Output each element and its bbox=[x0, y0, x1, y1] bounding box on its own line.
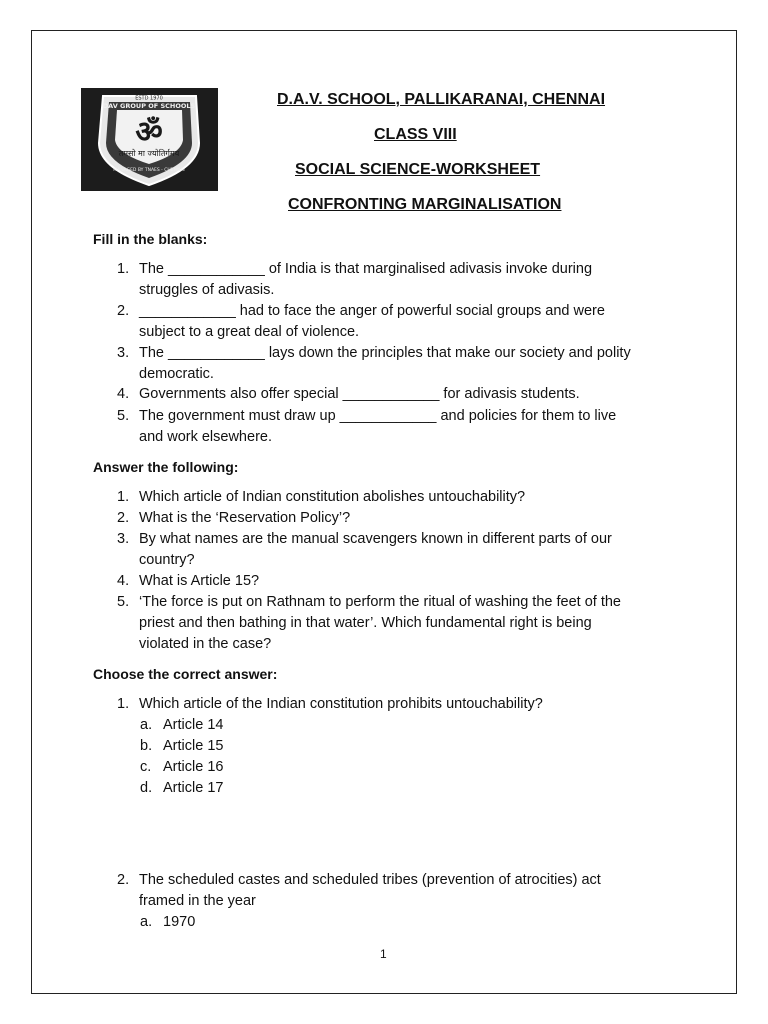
fill-question-5-line-1: The government must draw up ____________ and policies for them to live bbox=[139, 408, 617, 424]
answer-question-4-line-1: What is Article 15? bbox=[139, 573, 260, 589]
question-number: 1. bbox=[117, 261, 130, 277]
class-title: CLASS VIII bbox=[374, 126, 457, 143]
option-letter: a. bbox=[140, 717, 153, 733]
question-number: 4. bbox=[117, 573, 130, 589]
om-symbol-icon: ॐ bbox=[135, 115, 163, 150]
question-number: 3. bbox=[117, 345, 130, 361]
question-number: 1. bbox=[117, 489, 130, 505]
school-name: D.A.V. SCHOOL, PALLIKARANAI, CHENNAI bbox=[277, 91, 606, 108]
question-number: 4. bbox=[117, 386, 130, 402]
option-text: Article 17 bbox=[163, 780, 224, 796]
fill-question-3-line-1: The ____________ lays down the principles that make our society and polity bbox=[139, 345, 631, 361]
svg-text:DAV GROUP OF SCHOOLS: DAV GROUP OF SCHOOLS bbox=[102, 102, 196, 110]
page-number: 1 bbox=[380, 947, 387, 961]
answer-question-5-line-3: violated in the case? bbox=[139, 636, 272, 652]
option-text: 1970 bbox=[163, 914, 196, 930]
topic-title: CONFRONTING MARGINALISATION bbox=[288, 196, 562, 213]
section-answer-the-following: Answer the following: bbox=[93, 459, 239, 475]
option-text: Article 16 bbox=[163, 759, 224, 775]
fill-question-5-line-2: and work elsewhere. bbox=[139, 429, 272, 445]
option-letter: b. bbox=[140, 738, 153, 754]
option-text: Article 15 bbox=[163, 738, 224, 754]
choose-question-1-line-1: Which article of the Indian constitution prohibits untouchability? bbox=[139, 696, 543, 712]
option-letter: c. bbox=[140, 759, 152, 775]
answer-question-1-line-1: Which article of Indian constitution abolishes untouchability? bbox=[139, 489, 526, 505]
question-number: 2. bbox=[117, 872, 130, 888]
option-letter: a. bbox=[140, 914, 153, 930]
fill-question-2-line-1: ____________ had to face the anger of powerful social groups and were bbox=[139, 303, 605, 319]
fill-question-3-line-2: democratic. bbox=[139, 366, 214, 382]
svg-text:MANAGED BY TNAES - CHENNAI: MANAGED BY TNAES - CHENNAI bbox=[113, 168, 185, 173]
choose-question-2-line-1: The scheduled castes and scheduled tribes (prevention of atrocities) act bbox=[139, 872, 601, 888]
shield-emblem-icon bbox=[81, 88, 218, 191]
school-logo bbox=[81, 88, 218, 191]
choose-question-2-line-2: framed in the year bbox=[139, 893, 256, 909]
answer-question-3-line-2: country? bbox=[139, 552, 195, 568]
question-number: 2. bbox=[117, 303, 130, 319]
question-number: 5. bbox=[117, 594, 130, 610]
fill-question-2-line-2: subject to a great deal of violence. bbox=[139, 324, 360, 340]
worksheet-title: SOCIAL SCIENCE-WORKSHEET bbox=[295, 161, 541, 178]
option-text: Article 14 bbox=[163, 717, 224, 733]
answer-question-5-line-2: priest and then bathing in that water’. Which fundamental right is being bbox=[139, 615, 592, 631]
svg-text:तमसो मा ज्योतिर्गमय: तमसो मा ज्योतिर्गमय bbox=[118, 149, 180, 158]
fill-question-1-line-1: The ____________ of India is that marginalised adivasis invoke during bbox=[139, 261, 593, 277]
fill-question-1-line-2: struggles of adivasis. bbox=[139, 282, 275, 298]
answer-question-2-line-1: What is the ‘Reservation Policy’? bbox=[139, 510, 351, 526]
question-number: 1. bbox=[117, 696, 130, 712]
question-number: 2. bbox=[117, 510, 130, 526]
section-fill-in-the-blanks: Fill in the blanks: bbox=[93, 231, 208, 247]
answer-question-5-line-1: ‘The force is put on Rathnam to perform the ritual of washing the feet of the bbox=[139, 594, 621, 610]
option-letter: d. bbox=[140, 780, 153, 796]
section-choose-correct-answer: Choose the correct answer: bbox=[93, 666, 278, 682]
question-number: 5. bbox=[117, 408, 130, 424]
svg-text:ESTD 1970: ESTD 1970 bbox=[135, 95, 163, 102]
answer-question-3-line-1: By what names are the manual scavengers known in different parts of our bbox=[139, 531, 612, 547]
question-number: 3. bbox=[117, 531, 130, 547]
fill-question-4-line-1: Governments also offer special ____________ for adivasis students. bbox=[139, 386, 580, 402]
